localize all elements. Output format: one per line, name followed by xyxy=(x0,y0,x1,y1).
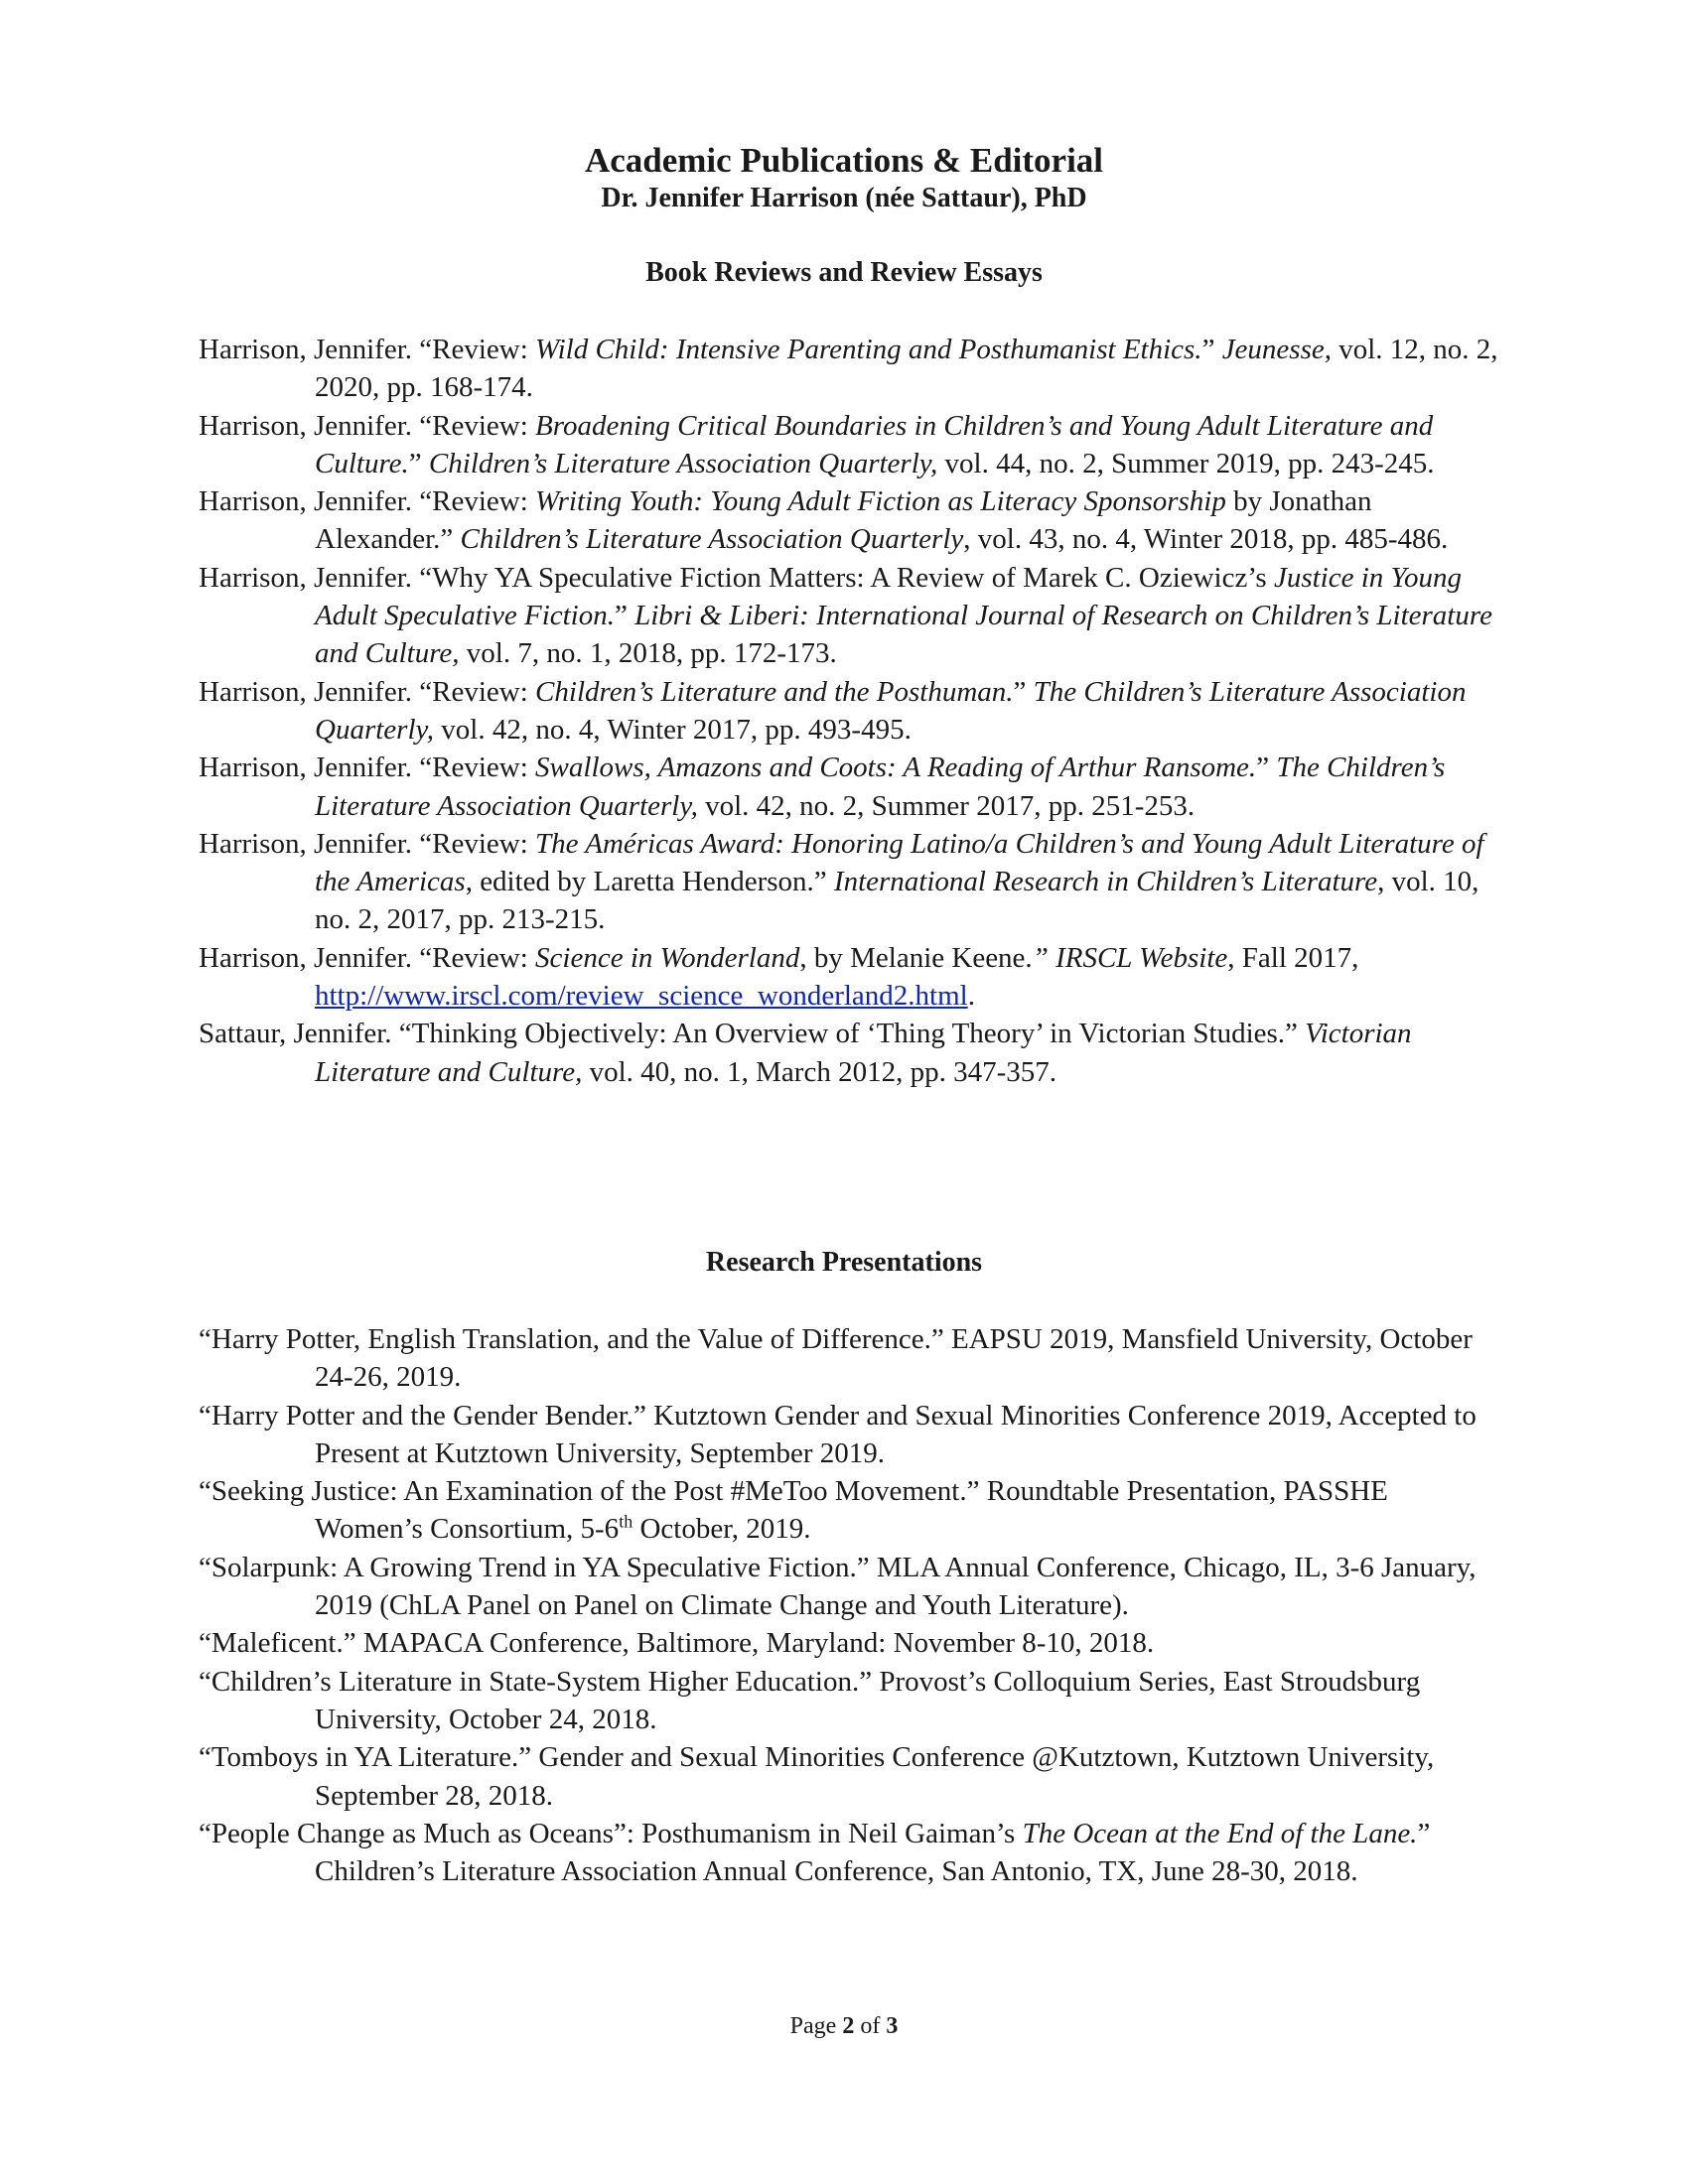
citation-text: ” xyxy=(1256,751,1277,784)
list-item xyxy=(199,1472,1499,1549)
page-of-label: of xyxy=(860,2013,881,2039)
page-title: Academic Publications & Editorial xyxy=(584,141,1104,180)
list-item xyxy=(199,1624,1499,1662)
reviews-list xyxy=(199,331,1499,1091)
citation-text: “Harry Potter, English Translation, and the Value of Difference.” EAPSU 2019, Mansfield University, October 24-26, 2019. xyxy=(199,1323,1473,1394)
italic-title-text: International Research in Children’s Literature xyxy=(833,866,1378,898)
citation-text: ” xyxy=(615,600,635,632)
italic-title-text: Swallows, Amazons and Coots: A Reading of Arthur Ransome. xyxy=(535,751,1257,784)
italic-title-text: Children’s Literature Association Quarterly, xyxy=(428,447,938,479)
url-link[interactable]: http://www.irscl.com/review_science_wonderland2.html xyxy=(315,980,968,1013)
citation-text: Harrison, Jennifer. “Why YA Speculative Fiction Matters: A Review of Marek C. Oziewicz’s xyxy=(199,561,1274,594)
citation-text: , edited by Laretta Henderson.” xyxy=(465,866,834,898)
citation-text: vol. 40, no. 1, March 2012, pp. 347-357. xyxy=(582,1055,1056,1088)
italic-title-text: Writing Youth: Young Adult Fiction as Literacy Sponsorship xyxy=(535,485,1226,518)
page-footer xyxy=(0,2011,1688,2041)
citation-text: vol. 44, no. 2, Summer 2019, pp. 243-245. xyxy=(937,447,1435,479)
citation-text: ” xyxy=(408,447,429,479)
citation-text: “Tomboys in YA Literature.” Gender and Sexual Minorities Conference @Kutztown, Kutztown University, September 28, 2018. xyxy=(199,1741,1435,1812)
citation-text: Harrison, Jennifer. “Review: xyxy=(199,751,536,784)
italic-title-text: Jeunesse, xyxy=(1221,334,1332,365)
list-item xyxy=(199,749,1499,825)
citation-text: Harrison, Jennifer. “Review: xyxy=(199,675,536,708)
italic-title-text: Children’s Literature Association Quarterly xyxy=(460,523,964,556)
list-item xyxy=(199,1397,1499,1473)
citation-text: ” xyxy=(1013,675,1034,708)
italic-title-text: Victorian Literature and Culture, xyxy=(315,1018,1412,1088)
presentations-list xyxy=(199,1320,1499,1890)
citation-text: “People Change as Much as Oceans”: Posthumanism in Neil Gaiman’s xyxy=(199,1817,1023,1849)
citation-text: October, 2019. xyxy=(633,1513,811,1546)
citation-text: “Maleficent.” MAPACA Conference, Baltimore, Maryland: November 8-10, 2018. xyxy=(199,1627,1155,1660)
italic-title-text: Science in Wonderland xyxy=(535,941,800,974)
citation-text: , vol. 10, no. 2, 2017, pp. 213-215. xyxy=(315,866,1479,936)
citation-text: “Solarpunk: A Growing Trend in YA Speculative Fiction.” MLA Annual Conference, Chicago, IL, 3-6 January, 2019 (ChLA Panel on Panel on Climate Change and Youth Literature). xyxy=(199,1551,1477,1622)
citation-text: ” Children’s Literature Association Annual Conference, San Antonio, TX, June 28-30, 2018. xyxy=(315,1817,1431,1888)
list-item xyxy=(199,825,1499,939)
citation-text: , Fall 2017, xyxy=(1227,941,1359,974)
list-item xyxy=(199,1320,1499,1397)
list-item xyxy=(199,939,1499,1016)
italic-title-text: The Américas Award: Honoring Latino/a Children’s and Young Adult Literature of the Americas xyxy=(315,827,1484,898)
document-header xyxy=(0,141,1688,216)
section-heading-reviews: Book Reviews and Review Essays xyxy=(645,257,1043,288)
list-item xyxy=(199,1738,1499,1815)
italic-title-text: Broadening Critical Boundaries in Children’s and Young Adult Literature and Culture. xyxy=(315,409,1434,479)
citation-text: Harrison, Jennifer. “Review: xyxy=(199,485,536,518)
section-heading-presentations: Research Presentations xyxy=(705,1247,983,1278)
page-label: Page xyxy=(789,2013,837,2039)
italic-title-text: The Children’s Literature Association Quarterly, xyxy=(315,675,1467,746)
list-item xyxy=(199,673,1499,750)
italic-title-text: Justice in Young Adult Speculative Fiction. xyxy=(315,561,1463,632)
citation-text: vol. 7, no. 1, 2018, pp. 172-173. xyxy=(459,637,837,670)
italic-title-text: The Children’s Literature Association Quarterly, xyxy=(315,751,1446,822)
citation-text: by Jonathan Alexander.” xyxy=(315,485,1372,556)
citation-text: Harrison, Jennifer. “Review: xyxy=(199,409,536,442)
list-item xyxy=(199,331,1499,407)
citation-text: “Harry Potter and the Gender Bender.” Kutztown Gender and Sexual Minorities Conference 2019, Accepted to Present at Kutztown University, September 2019. xyxy=(199,1399,1477,1469)
list-item xyxy=(199,1549,1499,1625)
list-item xyxy=(199,1815,1499,1891)
citation-text: Harrison, Jennifer. “Review: xyxy=(199,827,536,860)
citation-text: Harrison, Jennifer. “Review: xyxy=(199,941,536,974)
list-item xyxy=(199,559,1499,673)
citation-text: Sattaur, Jennifer. “Thinking Objectively: An Overview of ‘Thing Theory’ in Victorian Studies.” xyxy=(199,1018,1306,1050)
citation-text: . xyxy=(967,980,975,1013)
citation-text: vol. 12, no. 2, 2020, pp. 168-174. xyxy=(315,334,1498,404)
citation-text: vol. 42, no. 2, Summer 2017, pp. 251-253. xyxy=(697,789,1196,822)
superscript-text: th xyxy=(619,1511,633,1532)
italic-title-text: Libri & Liberi: International Journal of Research on Children’s Literature and Culture, xyxy=(315,600,1492,670)
list-item xyxy=(199,482,1499,559)
list-item xyxy=(199,1015,1499,1091)
citation-text: Harrison, Jennifer. “Review: xyxy=(199,334,536,365)
list-item xyxy=(199,407,1499,483)
citation-text: , by Melanie Keene. xyxy=(799,941,1033,974)
page-total: 3 xyxy=(886,2013,899,2039)
citation-text: vol. 42, no. 4, Winter 2017, pp. 493-495. xyxy=(434,713,912,746)
citation-text: “Children’s Literature in State-System Higher Education.” Provost’s Colloquium Series, East Stroudsburg University, October 24, 2018. xyxy=(199,1665,1421,1735)
page-current: 2 xyxy=(842,2013,855,2039)
italic-title-text: ” IRSCL Website xyxy=(1032,941,1228,974)
italic-title-text: The Ocean at the End of the Lane. xyxy=(1022,1817,1418,1849)
list-item xyxy=(199,1663,1499,1739)
citation-text: “Seeking Justice: An Examination of the Post #MeToo Movement.” Roundtable Presentation, PASSHE Women’s Consortium, 5-6 xyxy=(199,1475,1388,1546)
italic-title-text: Children’s Literature and the Posthuman. xyxy=(535,675,1014,708)
citation-text: , vol. 43, no. 4, Winter 2018, pp. 485-486. xyxy=(963,523,1449,556)
author-subtitle: Dr. Jennifer Harrison (née Sattaur), PhD xyxy=(601,183,1087,213)
italic-title-text: Wild Child: Intensive Parenting and Posthumanist Ethics. xyxy=(535,334,1202,365)
citation-text: ” xyxy=(1201,334,1222,365)
